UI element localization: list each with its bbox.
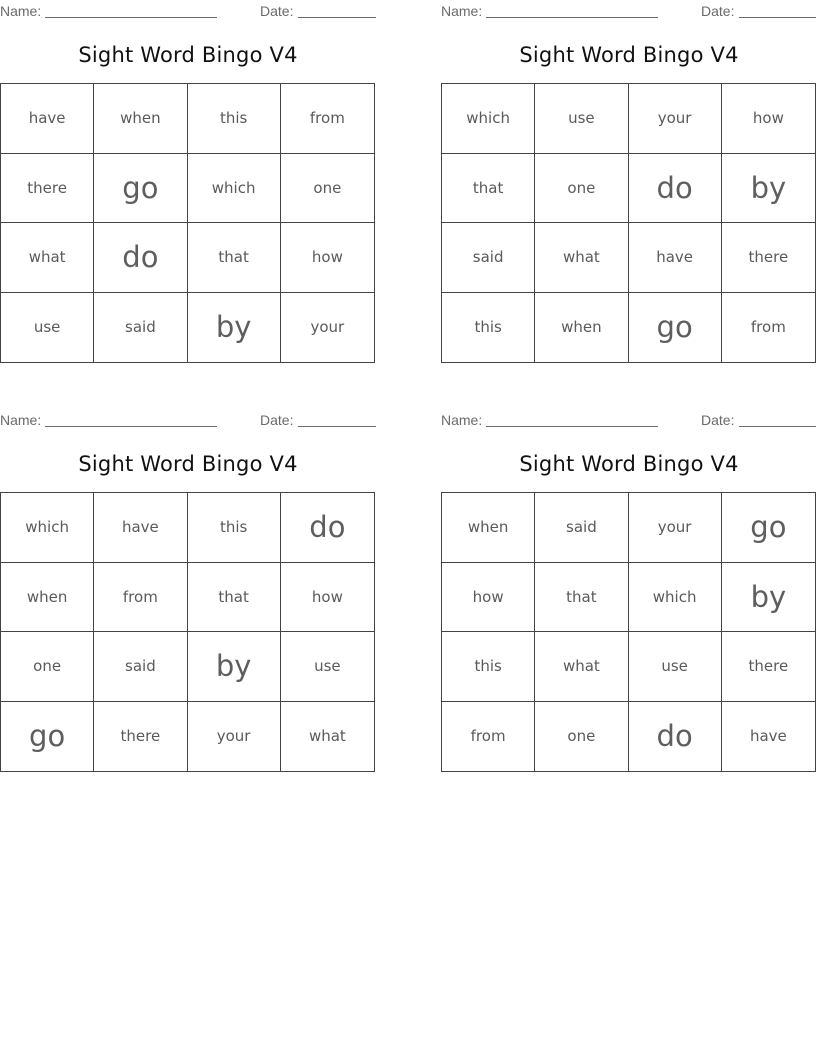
bingo-cell: that: [442, 154, 535, 224]
date-label: Date:: [260, 412, 294, 428]
bingo-cell: when: [535, 293, 628, 363]
bingo-cell: one: [1, 632, 94, 702]
bingo-cell: your: [310, 318, 345, 337]
name-blank-line[interactable]: [45, 426, 217, 427]
bingo-cell: from: [750, 318, 786, 337]
bingo-cell: from: [94, 563, 187, 633]
date-blank-line[interactable]: [739, 17, 816, 18]
bingo-cell: use: [1, 293, 94, 363]
bingo-cell: this: [442, 632, 535, 702]
bingo-cell: have: [1, 84, 94, 154]
bingo-cell: how: [722, 84, 815, 154]
bingo-cell: said: [94, 293, 187, 363]
name-blank-line[interactable]: [486, 17, 658, 18]
bingo-cell: go: [722, 493, 815, 563]
card-title: Sight Word Bingo V4: [519, 452, 739, 476]
bingo-cell: your: [629, 493, 722, 563]
bingo-cell: from: [442, 702, 535, 772]
bingo-cell: said: [94, 632, 187, 702]
bingo-cell: what: [535, 223, 628, 293]
bingo-card: [441, 409, 816, 754]
bingo-cell: what: [308, 727, 346, 746]
date-blank-line[interactable]: [739, 426, 816, 427]
bingo-cell: by: [722, 563, 815, 633]
name-date-row: [441, 412, 816, 428]
bingo-cell: use: [535, 84, 628, 154]
card-title: Sight Word Bingo V4: [78, 43, 298, 67]
bingo-cell: what: [535, 632, 628, 702]
bingo-cell: go: [1, 702, 94, 772]
name-blank-line[interactable]: [45, 17, 217, 18]
bingo-cell: go: [629, 293, 722, 363]
bingo-cell: your: [188, 702, 281, 772]
bingo-grid: [0, 83, 375, 363]
bingo-cell: said: [442, 223, 535, 293]
date-label: Date:: [701, 3, 735, 19]
bingo-cell: your: [629, 84, 722, 154]
bingo-cell: one: [281, 154, 374, 224]
bingo-cell: this: [442, 293, 535, 363]
bingo-cell: by: [722, 154, 815, 224]
bingo-cell: when: [442, 493, 535, 563]
bingo-cell: by: [188, 632, 281, 702]
name-date-row: [441, 3, 816, 19]
name-label: Name:: [0, 3, 42, 19]
bingo-cell: do: [629, 702, 722, 772]
date-blank-line[interactable]: [298, 17, 376, 18]
bingo-cell: when: [94, 84, 187, 154]
bingo-cell: have: [749, 727, 787, 746]
bingo-card: [441, 0, 816, 345]
name-date-row: [0, 3, 376, 19]
bingo-cell: there: [1, 154, 94, 224]
bingo-cell: said: [535, 493, 628, 563]
name-date-row: [0, 412, 376, 428]
bingo-cell: go: [94, 154, 187, 224]
bingo-cell: which: [629, 563, 722, 633]
date-blank-line[interactable]: [298, 426, 376, 427]
bingo-grid: [441, 492, 816, 772]
card-title: Sight Word Bingo V4: [519, 43, 739, 67]
bingo-cell: do: [629, 154, 722, 224]
bingo-cell: which: [1, 493, 94, 563]
bingo-cell: this: [188, 84, 281, 154]
date-label: Date:: [701, 412, 735, 428]
bingo-cell: what: [1, 223, 94, 293]
bingo-cell: from: [281, 84, 374, 154]
bingo-cell: there: [722, 223, 815, 293]
bingo-cell: how: [281, 563, 374, 633]
bingo-card: [0, 0, 376, 345]
bingo-cell: have: [629, 223, 722, 293]
bingo-cell: one: [535, 702, 628, 772]
name-label: Name:: [441, 412, 483, 428]
date-label: Date:: [260, 3, 294, 19]
bingo-cell: have: [94, 493, 187, 563]
bingo-cell: there: [94, 702, 187, 772]
bingo-cell: how: [281, 223, 374, 293]
bingo-cell: which: [188, 154, 281, 224]
name-blank-line[interactable]: [486, 426, 658, 427]
bingo-cell: do: [281, 493, 374, 563]
bingo-grid: [0, 492, 375, 772]
bingo-cell: which: [442, 84, 535, 154]
bingo-cell: by: [188, 293, 281, 363]
bingo-cell: that: [188, 223, 281, 293]
name-label: Name:: [0, 412, 42, 428]
bingo-cell: that: [188, 563, 281, 633]
bingo-cell: that: [535, 563, 628, 633]
bingo-card: [0, 409, 376, 754]
name-label: Name:: [441, 3, 483, 19]
bingo-grid: [441, 83, 816, 363]
bingo-cell: this: [188, 493, 281, 563]
bingo-cell: there: [722, 632, 815, 702]
bingo-cell: how: [442, 563, 535, 633]
bingo-cell: use: [629, 632, 722, 702]
bingo-cell: one: [535, 154, 628, 224]
bingo-cell: use: [281, 632, 374, 702]
bingo-cell: do: [94, 223, 187, 293]
card-title: Sight Word Bingo V4: [78, 452, 298, 476]
bingo-cell: when: [1, 563, 94, 633]
